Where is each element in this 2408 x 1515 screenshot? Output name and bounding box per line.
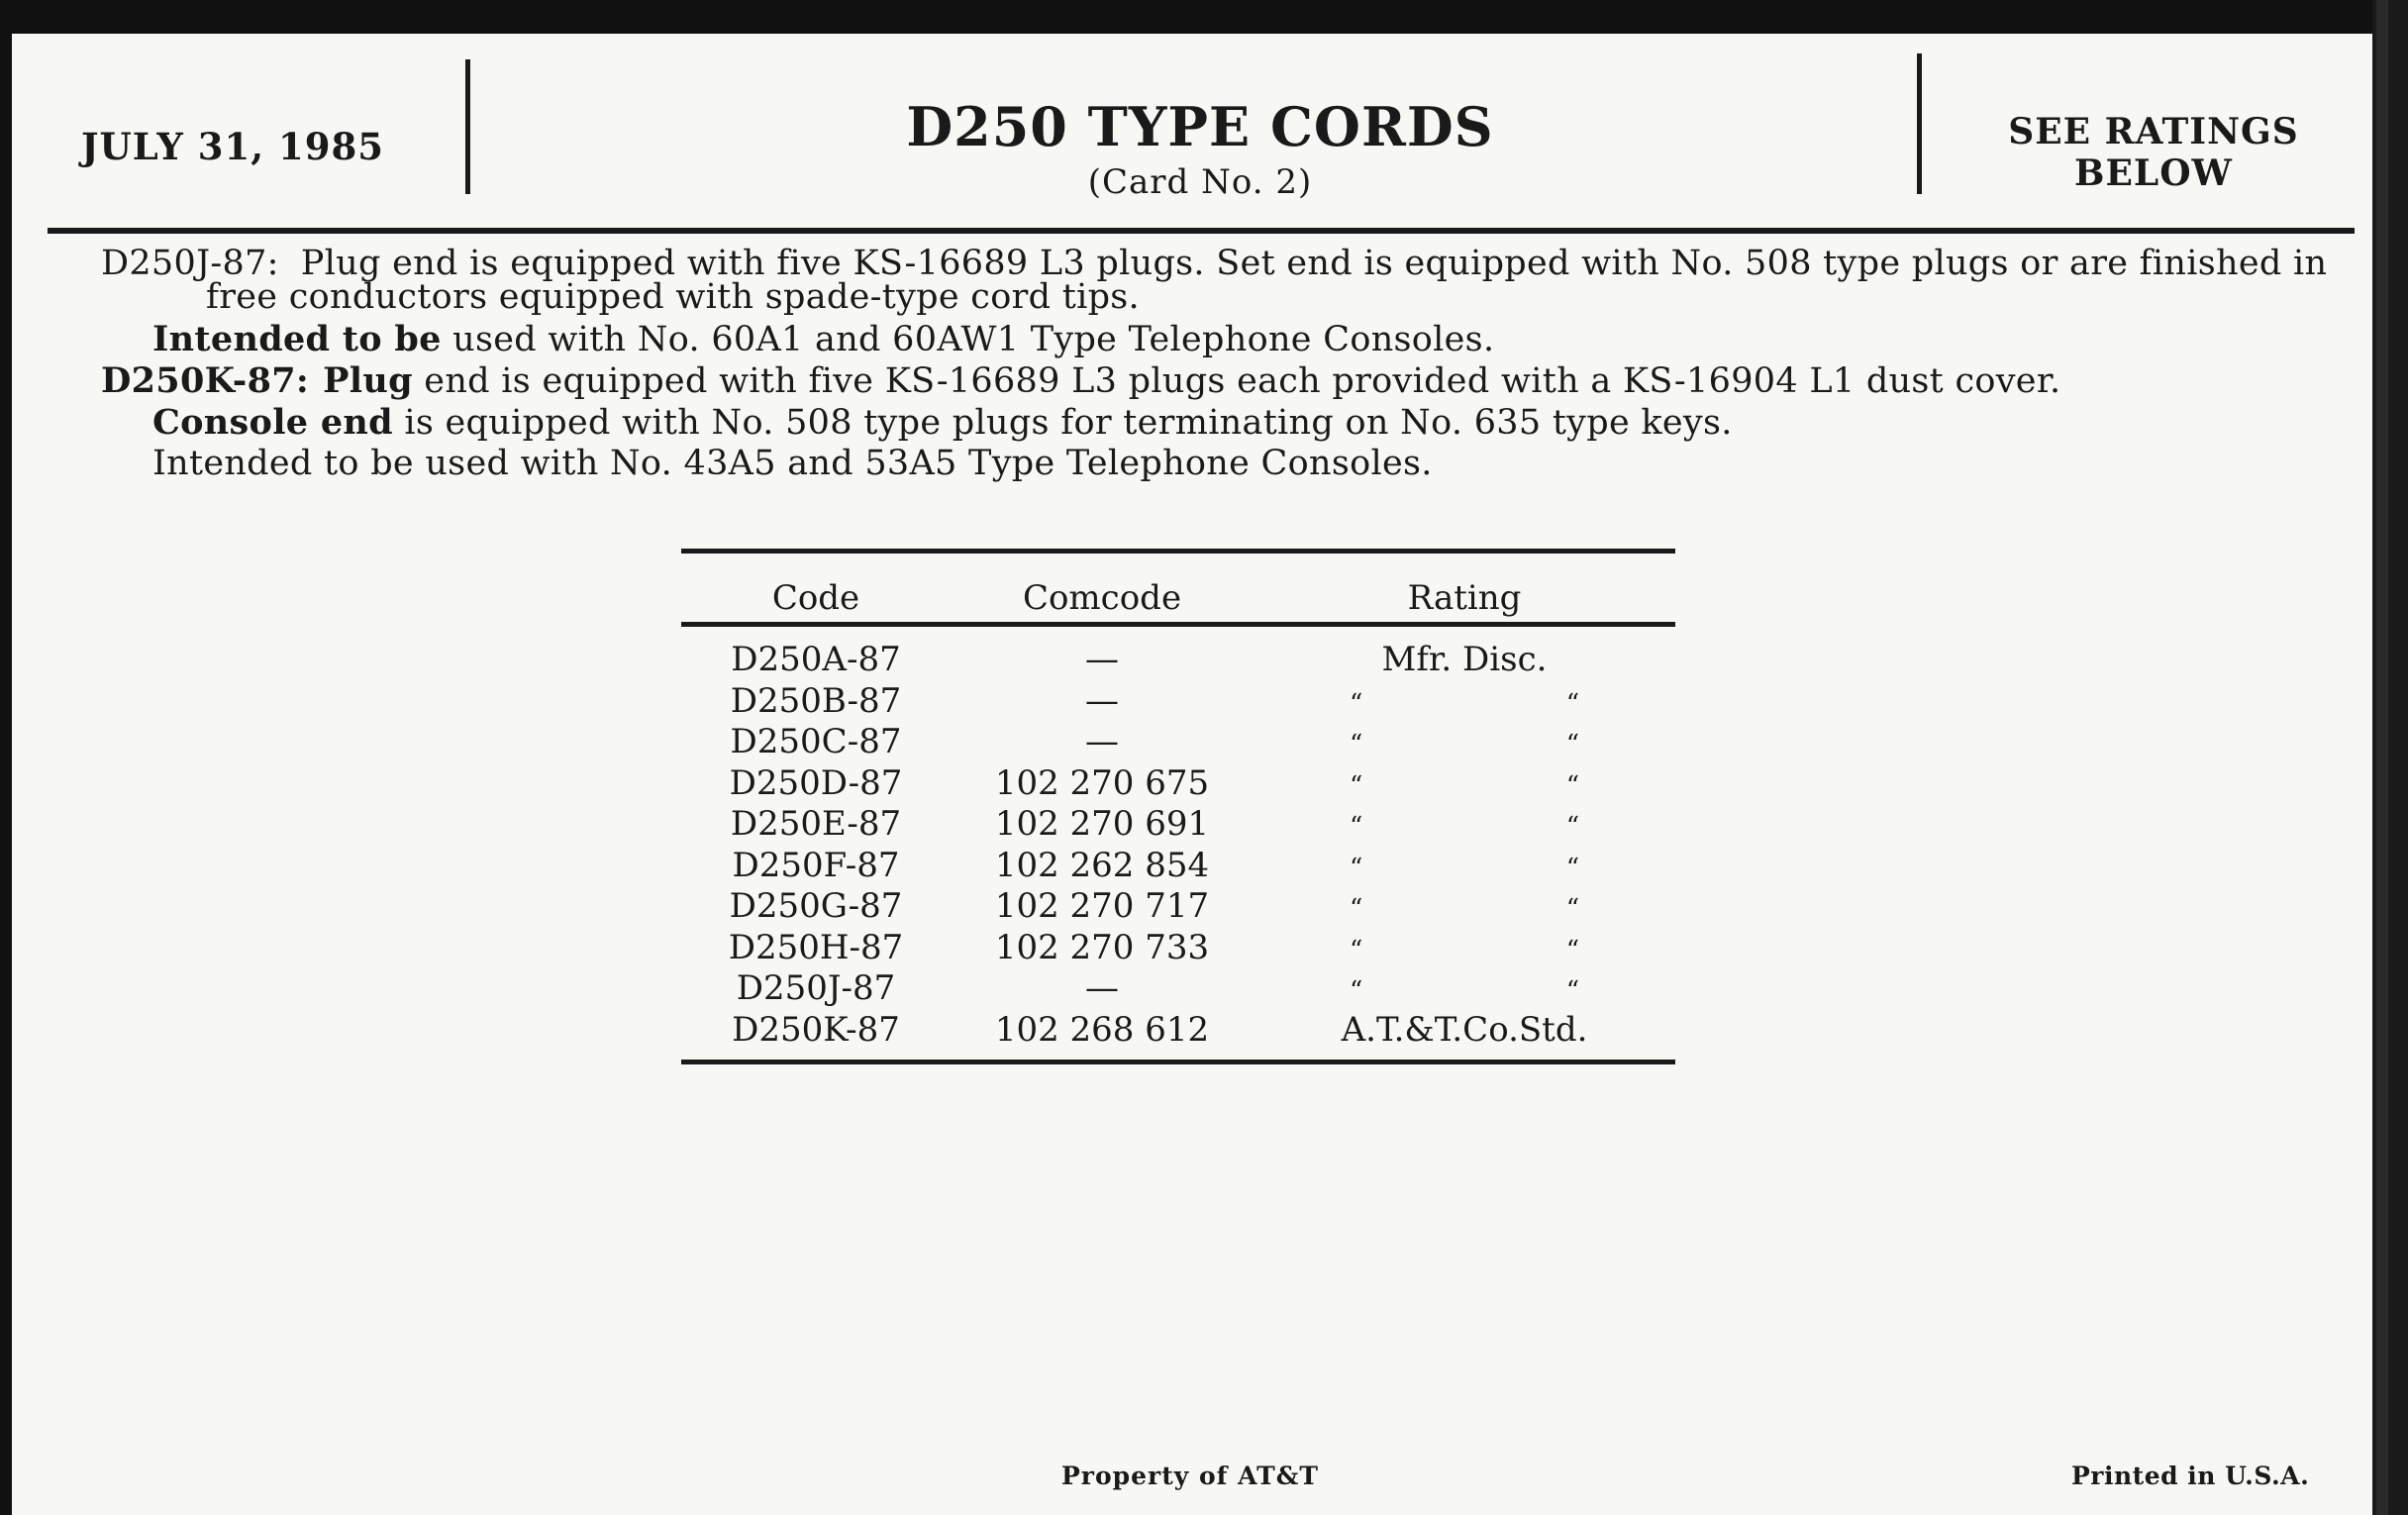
comcode-cell: 102 270 733 [994, 927, 1210, 967]
code-cell: D250H-87 [728, 927, 904, 967]
code-cell: D250D-87 [729, 762, 903, 803]
j87-intended-rest: used with No. 60A1 and 60AW1 Type Telephone Consoles. [441, 320, 1495, 359]
scan-edge [2372, 0, 2408, 1515]
j87-code: D250J-87: [101, 244, 279, 283]
code-cell: D250B-87 [730, 680, 902, 721]
comcode-cell: — [1085, 968, 1119, 1008]
ditto-mark: “ [1350, 935, 1363, 965]
comcode-cell: 102 270 675 [994, 762, 1210, 803]
ratings-note-line1: SEE RATINGS [2008, 111, 2299, 152]
comcode-cell: 102 270 717 [994, 886, 1210, 926]
ditto-mark: “ [1565, 976, 1579, 1006]
ratings-note [1941, 111, 2366, 194]
rating-cell-ditto [1254, 968, 1675, 1008]
k87-text-1: end is equipped with five KS-16689 L3 plugs each provided with a KS-16904 L1 dust cover. [412, 361, 2061, 401]
code-cell: D250A-87 [731, 640, 901, 679]
code-cell: D250G-87 [729, 886, 903, 926]
ditto-mark: “ [1565, 730, 1579, 759]
k87-line-2 [152, 402, 1733, 443]
code-cell: D250J-87 [736, 968, 896, 1008]
comcode-cell: — [1085, 722, 1119, 761]
ditto-mark: “ [1565, 770, 1579, 801]
ratings-note-line2: BELOW [2074, 152, 2233, 194]
ditto-mark: “ [1565, 935, 1579, 965]
col-header-code: Code [771, 578, 860, 618]
rating-cell: A.T.&T.Co.Std. [1341, 1009, 1588, 1050]
rating-cell-ditto [1254, 928, 1675, 967]
comcode-cell: 102 268 612 [994, 1009, 1210, 1050]
ditto-mark: “ [1350, 812, 1363, 842]
code-cell: D250C-87 [730, 722, 902, 761]
rating-cell-ditto [1254, 804, 1675, 844]
card-title: D250 TYPE CORDS [906, 95, 1494, 158]
rating-cell-ditto [1254, 681, 1675, 721]
k87-console-bold: Console end [152, 402, 393, 443]
comcode-cell: — [1085, 680, 1119, 721]
header-rule [48, 228, 2355, 234]
j87-intended-bold: Intended to be [152, 319, 442, 359]
property-note: Property of AT&T [1061, 1462, 1319, 1490]
rating-cell-ditto [1254, 763, 1675, 803]
table-bottom-rule [681, 1060, 1675, 1064]
j87-line-2: free conductors equipped with spade-type cord tips. [206, 277, 1140, 317]
col-header-comcode: Comcode [1022, 578, 1182, 618]
reference-card [12, 34, 2372, 1515]
k87-code: D250K-87: [101, 360, 310, 401]
code-cell: D250F-87 [732, 845, 900, 885]
comcode-cell: 102 270 691 [994, 804, 1210, 844]
code-cell: D250K-87 [732, 1009, 900, 1050]
header-divider-right [1917, 53, 1922, 194]
table-top-rule [681, 549, 1675, 554]
ditto-mark: “ [1565, 853, 1579, 883]
col-header-rating: Rating [1407, 578, 1522, 618]
code-cell: D250E-87 [730, 804, 902, 844]
ditto-mark: “ [1350, 688, 1363, 719]
card-date: JULY 31, 1985 [81, 125, 384, 168]
ditto-mark: “ [1565, 812, 1579, 842]
rating-cell-ditto [1254, 886, 1675, 926]
printed-note: Printed in U.S.A. [2071, 1462, 2310, 1490]
ditto-mark: “ [1350, 894, 1363, 924]
ditto-mark: “ [1350, 976, 1363, 1006]
j87-line-3 [152, 319, 1494, 359]
comcode-cell: — [1085, 640, 1119, 679]
k87-plug-bold: Plug [323, 360, 413, 401]
card-number: (Card No. 2) [1087, 162, 1313, 202]
ditto-mark: “ [1350, 770, 1363, 801]
table-header-rule [681, 622, 1675, 627]
rating-cell-ditto [1254, 722, 1675, 761]
ditto-mark: “ [1565, 688, 1579, 719]
j87-text-1: Plug end is equipped with five KS-16689 L3 plugs. Set end is equipped with No. 508 type plugs or are finished in [300, 244, 2328, 283]
ditto-mark: “ [1350, 853, 1363, 883]
ditto-mark: “ [1565, 894, 1579, 924]
k87-line-1 [101, 360, 2060, 401]
k87-text-2: is equipped with No. 508 type plugs for terminating on No. 635 type keys. [392, 403, 1733, 443]
rating-cell: Mfr. Disc. [1381, 640, 1548, 679]
comcode-cell: 102 262 854 [994, 845, 1210, 885]
ditto-mark: “ [1350, 730, 1363, 759]
rating-cell-ditto [1254, 846, 1675, 885]
k87-line-3: Intended to be used with No. 43A5 and 53A5 Type Telephone Consoles. [152, 444, 1433, 483]
